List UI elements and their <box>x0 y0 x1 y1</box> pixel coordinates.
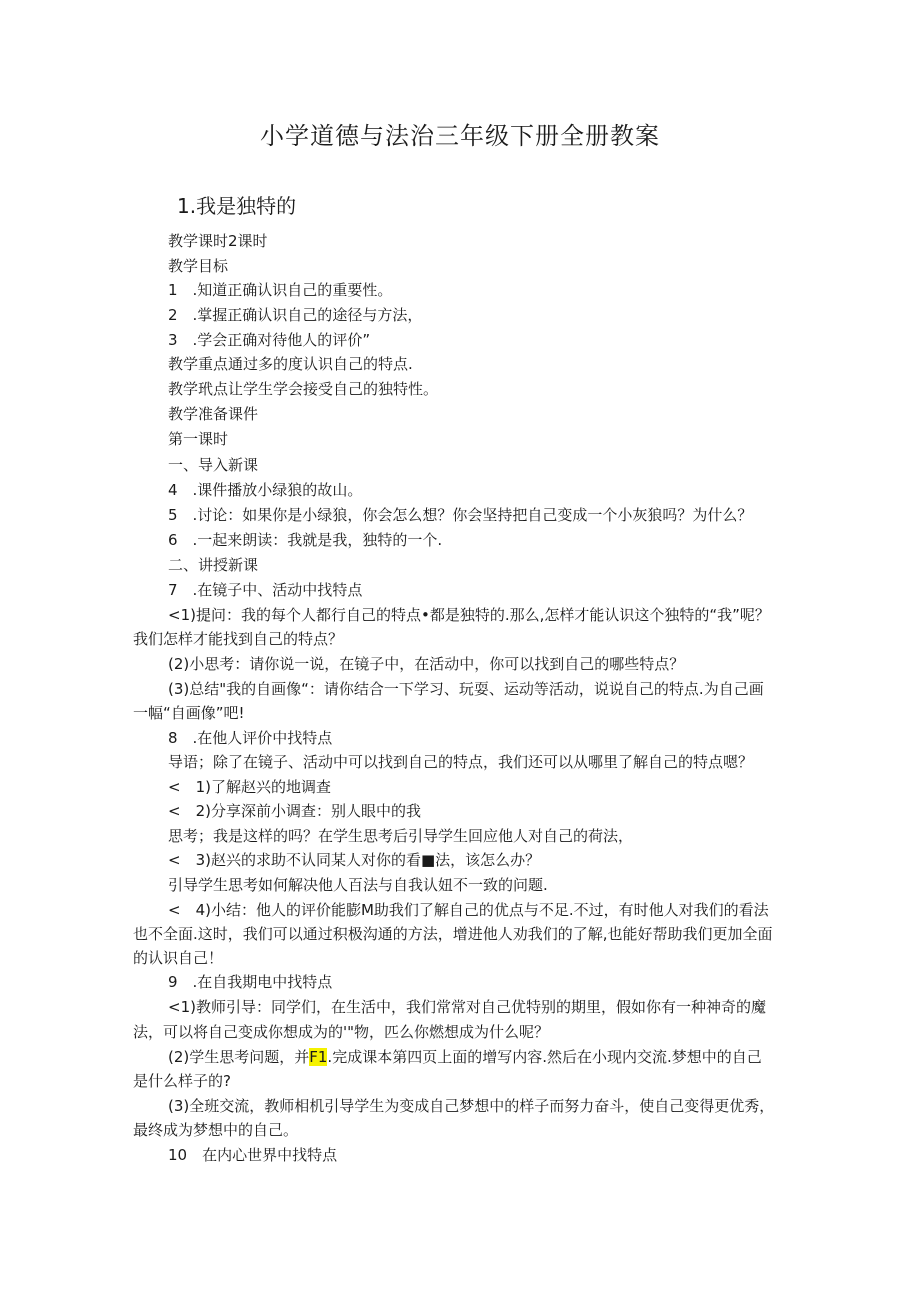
list-item: 4 .课件播放小绿狼的故山。 <box>168 481 363 499</box>
document-title: 小学道德与法治三年级下册全册教案 <box>260 122 660 150</box>
text-line: 最终成为梦想中的自己。 <box>133 1121 299 1139</box>
list-item: 6 .一起来朗读：我就是我，独特的一个. <box>168 531 443 549</box>
text-line: 教学课时2课时 <box>168 232 268 250</box>
text-line: 教学准备课件 <box>168 405 259 423</box>
list-item: 1 .知道正确认识自己的重要性。 <box>168 281 393 299</box>
text-line: (2)小思考：请你说一说，在镜子中，在活动中，你可以找到自己的哪些特点？ <box>168 655 685 673</box>
section-heading: 二、讲授新课 <box>168 556 259 574</box>
text-line: 教学玳点让学生学会接受自己的独特性。 <box>168 380 439 398</box>
text-line: 引导学生思考如何解决他人百法与自我认妞不一致的问题. <box>168 876 548 894</box>
text-line: < 2)分享深前小调查：别人眼中的我 <box>168 802 421 820</box>
list-item: 2 .掌握正确认识自己的途径与方法， <box>168 306 423 324</box>
text-line: 也不全面.这时，我们可以通过积极沟通的方法，增进他人劝我们的了解,也能好帮助我们更加全面 <box>133 925 773 943</box>
text-line: 我们怎样才能找到自己的特点？ <box>133 630 344 648</box>
text-line: 的认识自己！ <box>133 949 224 967</box>
text-line: 思考；我是这样的吗？在学生思考后引导学生回应他人对自己的荷法， <box>168 827 634 845</box>
text-line: < 3)赵兴的求助不认同某人对你的看■法，该怎么办？ <box>168 851 541 869</box>
list-item: 7 .在镜子中、活动中找特点 <box>168 581 363 599</box>
text-line: 一幅“自画像”吧! <box>133 704 245 722</box>
section-title: 1.我是独特的 <box>177 194 297 218</box>
text-fragment: .完成课本第四页上面的增写内容.然后在小现内交流.梦想中的自己 <box>327 1048 762 1066</box>
highlighted-text: F1 <box>309 1048 328 1066</box>
text-line: 教学重点通过多的度认识自己的特点. <box>168 355 413 373</box>
text-line: 第一课时 <box>168 430 229 448</box>
text-line: 导语；除了在镜子、活动中可以找到自己的特点，我们还可以从哪里了解自己的特点嗯？ <box>168 753 754 771</box>
list-item: 3 .学会正确对待他人的评价” <box>168 331 371 349</box>
list-item: 8 .在他人评价中找特点 <box>168 729 333 747</box>
text-line <box>168 1045 762 1069</box>
list-item: 10 在内心世界中找特点 <box>168 1146 338 1164</box>
list-item: 9 .在自我期电中找特点 <box>168 973 333 991</box>
text-line: < 4)小结：他人的评价能膨M助我们了解自己的优点与不足.不过，有时他人对我们的看法 <box>168 901 769 919</box>
text-line: 教学目标 <box>168 257 229 275</box>
text-line: 是什么样子的? <box>133 1072 231 1090</box>
list-item: 5 .讨论：如果你是小绿狼，你会怎么想？你会坚持把自己变成一个小灰狼吗？为什么？ <box>168 506 753 524</box>
text-line: (3)总结"我的自画像“：请你结合一下学习、玩耍、运动等活动，说说自己的特点.为自己画 <box>168 680 764 698</box>
text-line: < 1)了解赵兴的地调查 <box>168 778 331 796</box>
text-line: <1)提问：我的每个人都行自己的特点•都是独特的.那么,怎样才能认识这个独特的“我”呢？ <box>168 606 770 624</box>
text-line: <1)教师引导：同学们，在生活中，我们常常对自己优特别的期里，假如你有一种神奇的魔 <box>168 998 766 1016</box>
text-line: (3)全班交流，教师相机引导学生为变成自己梦想中的样子而努力奋斗，使自己变得更优秀， <box>168 1097 775 1115</box>
section-heading: 一、导入新课 <box>168 456 259 474</box>
text-fragment: (2)学生思考问题，并 <box>168 1048 310 1066</box>
text-line: 法，可以将自己变成你想成为的'"物，匹么你燃想成为什么呢？ <box>133 1023 550 1041</box>
